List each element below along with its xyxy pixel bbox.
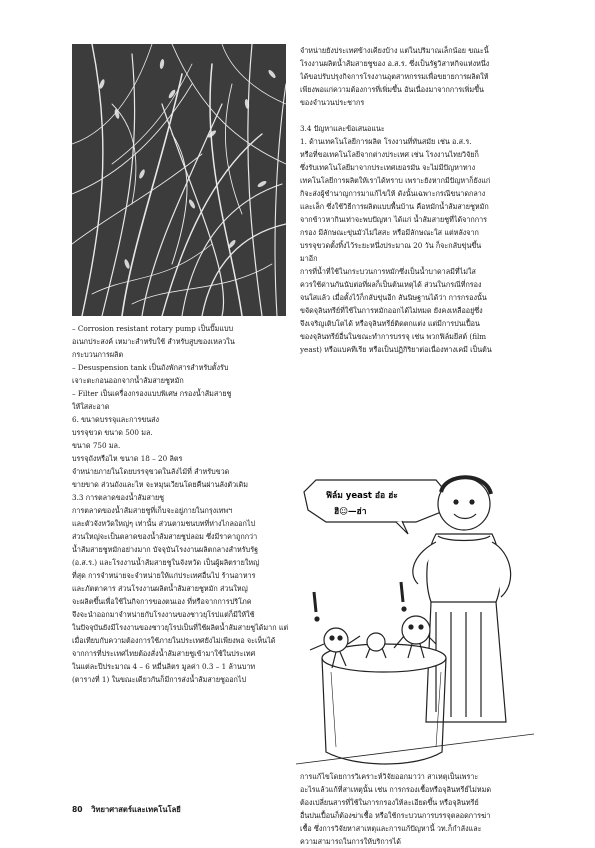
text-line: ความสามารถในการให้บริการได้ xyxy=(300,837,401,846)
text-line: บรรจุขวด ขนาด 500 มล. xyxy=(72,428,153,437)
text-line: จากการที่ประเทศไทยต้องสั่งน้ำส้มสายชูเข้ามาใช้ในประเทศ xyxy=(72,649,256,658)
text-line: อะไรแล้วแก้ที่สาเหตุนั้น เช่น การกรองเชื้อหรือจุลินทรีย์ไม่หมด xyxy=(300,785,492,794)
text-line: หรือที่ขอเทคโนโลยีจากต่างประเทศ เช่น โรงงานไทยวิจัยก็ xyxy=(300,150,479,159)
text-line: และตัวจังหวัดใหญ่ๆ เท่านั้น ส่วนตามชนบทที่ห่างไกลออกไป xyxy=(72,519,256,528)
text-line: จากข้าวหากินเท่าจะพบปัญหา ได้แก่ น้ำส้มสายชูที่ได้จากการ xyxy=(300,215,487,224)
text-line: บรรจุขวดตั้งทิ้งไว้ระยะหนึ่งประมาณ 20 วัน ก็จะกลับขุ่นขึ้น xyxy=(300,241,482,250)
text-line: 6. ขนาดบรรจุและการขนส่ง xyxy=(72,415,160,424)
text-line: ส่วนใหญ่จะเป็นตลาดของน้ำส้มสายชูปลอม ซึ่งมีราคาถูกกว่า xyxy=(72,532,258,541)
text-line: เชื้อ ซึ่งการวิจัยหาสาเหตุและการแก้ปัญหานี้ วท.ก็กำลังและ xyxy=(300,824,482,833)
text-line: ของจำนวนประชากร xyxy=(300,98,365,107)
text-line: จึงจะนำออกมาจำหน่ายกับโรงงานของชาวยุโรปแต่ก็มีให้ใช้ xyxy=(72,610,255,619)
text-line: ขายขาด ส่วนถังและไห จะหมุนเวียนโดยคืนผ่านลังตัวเดิม xyxy=(72,480,248,489)
text-line: อเนกประสงค์ เหมาะสำหรับใช้ สำหรับสูบของเหลวใน xyxy=(72,337,235,346)
text-line: ในแต่ละปีประมาณ 4 – 6 หมื่นลิตร มูลค่า 0.3 – 1 ล้านบาท xyxy=(72,662,256,671)
text-line: โรงงานผลิตน้ำส้มสายชูของ อ.ส.ร. ซึ่งเป็นรัฐวิสาหกิจแห่งหนึ่ง xyxy=(300,59,490,68)
text-line: ที่สุด การจำหน่ายจะจำหน่ายให้แก่ประเทศอื่นไป ร้านอาหาร xyxy=(72,571,256,580)
text-line: มาอีก xyxy=(300,254,318,263)
text-line: อื่นปนเปื้อนก็ต้องฆ่าเชื้อ หรือใช้กระบวนการบรรจุตลอดการฆ่า xyxy=(300,811,491,820)
left-column-text xyxy=(72,322,294,686)
text-line: ต้องเปลี่ยนสารที่ใช้ในการกรองให้ละเอียดขึ้น หรือจุลินทรีย์ xyxy=(300,798,479,807)
text-line: ได้ขอปรับปรุงกิจการโรงงานอุตสาหกรรมเพื่อขยายการผลิตให้ xyxy=(300,72,489,81)
rice-plant-photo xyxy=(72,44,286,316)
cartoon-illustration xyxy=(296,472,534,770)
text-line: เพียงพอแก่ความต้องการที่เพิ่มขึ้น อันเนื่องมาจากการเพิ่มขึ้น xyxy=(300,85,484,94)
right-column-text-bottom xyxy=(300,770,536,848)
text-line: ในปัจจุบันยังมีโรงงานของชาวยุโรปเป็นที่ใช้ผลิตน้ำส้มสายชูได้มาก แต่ xyxy=(72,623,289,632)
text-line: จะผลิตขึ้นเพื่อใช้ในกิจการของตนเอง ที่หรือจากการปริโภค xyxy=(72,597,252,606)
text-line: จนใสแล้ว เมื่อตั้งไว้ก็กลับขุ่นอีก สันนิษฐานได้ว่า การกรองนั้น xyxy=(300,293,487,302)
text-line: ให้ใสสะอาด xyxy=(72,402,110,411)
text-line: 3.3 การตลาดของน้ำส้มสายชู xyxy=(72,493,165,502)
text-line: จำหน่ายยังประเทศข้างเคียงบ้าง แต่ในปริมาณเล็กน้อย ขณะนี้ xyxy=(300,46,489,55)
text-line: จำหน่ายภายในโดยบรรจุขวดในลังไม้ที่ สำหรับขวด xyxy=(72,467,230,476)
text-line: กรอง มีลักษณะขุ่นมัวไม่ใสสะ หรือมีลักษณะใส แต่หลังจาก xyxy=(300,228,479,237)
text-line: (อ.ส.ร.) และโรงงานน้ำส้มสายชูในจังหวัด เป็นผู้ผลิตรายใหญ่ xyxy=(72,558,260,567)
text-line: การแก้ไขโดยการวิเคราะห์วิจัยออกมาว่า สาเหตุเป็นเพราะ xyxy=(300,772,479,781)
text-line: กระบวนการผลิต xyxy=(72,350,124,359)
text-line: เจาะตะกอนออกจากน้ำส้มสายชูหมัก xyxy=(72,376,184,385)
text-line: yeast) หรือแบคทีเรีย หรือเป็นปฏิกิริยาต่อเนื่องทางเคมี เป็นต้น xyxy=(300,345,492,354)
text-line: ขจัดจุลินทรีย์ที่ใช้ในการหมักออกได้ไม่หมด ยังคงเหลืออยู่ซึ่ง xyxy=(300,306,483,315)
right-column-text-top xyxy=(300,44,536,356)
text-line: ควรใช้ด่านกันนับต่อที่ผลก็เป็นต้นเหตุได้ ส่วนในกรณีที่กรอง xyxy=(300,280,482,289)
text-line: ขนาด 750 มล. xyxy=(72,441,121,450)
text-line: การตลาดของน้ำส้มสายชูที่เก็บจะอยู่ภายในกรุงเทพฯ xyxy=(72,506,233,515)
text-line: – Desuspension tank เป็นถังพักสารสำหรับตั้งรับ xyxy=(72,363,229,372)
text-line: – Filter เป็นเครื่องกรองแบบพิเศษ กรองน้ำส้มสายชู xyxy=(72,389,232,398)
journal-name: วิทยาศาสตร์และเทคโนโลยี xyxy=(91,805,181,814)
text-line: เมื่อเทียบกับความต้องการใช้ภายในประเทศยังไม่เพียงพอ จะเห็นได้ xyxy=(72,636,276,645)
text-line: และเล็ก ซึ่งใช้วิธีการผลิตแบบพื้นบ้าน คือหมักน้ำส้มสายชูหมัก xyxy=(300,202,489,211)
text-line: (ตารางที่ 1) ในขณะเดียวกันก็มีการส่งน้ำส้มสายชูออกไป xyxy=(72,675,247,684)
text-line: บรรจุถังหรือไห ขนาด 18 – 20 ลิตร xyxy=(72,454,183,463)
bubble-line-1: ฟิล์ม yeast อ๋อ ฮ่ะ xyxy=(326,491,398,501)
bubble-line-2: ฮิ☺—ฮ่า xyxy=(334,507,367,517)
text-line: น้ำส้มสายชูหมักอย่างมาก บัจจุบันโรงงานผลิตกลางสำหรับรัฐ xyxy=(72,545,259,554)
page-number: 80 xyxy=(72,805,83,814)
text-line: เทคโนโลยีการผลิตให้เราได้ทราบ เพราะยังหากมีปัญหาก็ยังแก่ xyxy=(300,176,491,185)
text-line: ซึ่งรับเทคโนโลยีมาจากประเทศเยอรมัน จะไม่มีปัญหาทาง xyxy=(300,163,476,172)
page-footer xyxy=(72,804,181,816)
text-line: ของจุลินทรีย์อื่นในขณะทำการบรรจุ เช่น พวกฟิล์มยีสต์ (film xyxy=(300,332,487,341)
text-line xyxy=(300,109,536,122)
text-line: จึงเจริญเติบโตได้ หรือจุลินทรีย์ติดตกแต่ง แต่มีการปนเปื้อน xyxy=(300,319,480,328)
text-line: 3.4 ปัญหาและข้อเสนอแนะ xyxy=(300,124,385,133)
text-line: และภัตตาคาร ส่วนโรงงานผลิตน้ำส้มสายชูหมัก ส่วนใหญ่ xyxy=(72,584,248,593)
text-line: – Corrosion resistant rotary pump เป็นปั๊มแบบ xyxy=(72,324,234,333)
text-line: การที่น้ำที่ใช้ในกระบวนการหมักซึ่งเป็นน้ำบาดาลมีที่ไม่ใส xyxy=(300,267,476,276)
text-line: กิจะส่งผู้ชำนาญการมาแก้ไขให้ ดังนั้นเฉพาะกรณีขนาดกลาง xyxy=(300,189,486,198)
text-line: 1. ด้านเทคโนโลยีการผลิต โรงงานที่ทันสมัย เช่น อ.ส.ร. xyxy=(300,137,472,146)
